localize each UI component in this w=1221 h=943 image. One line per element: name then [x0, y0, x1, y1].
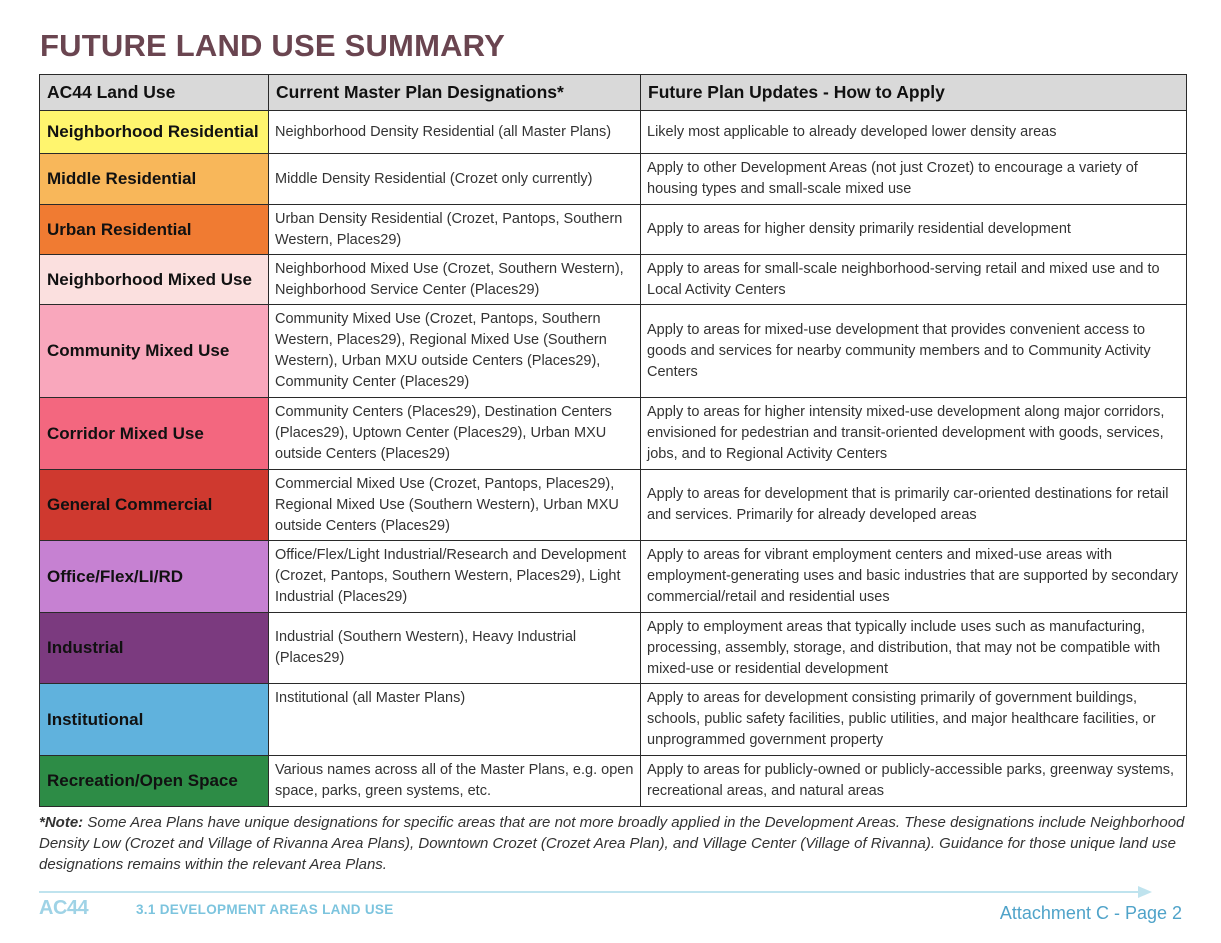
table-row	[40, 756, 1187, 807]
header-land-use: AC44 Land Use	[40, 75, 269, 111]
land-use-cell: Office/Flex/LI/RD	[40, 541, 269, 613]
future-update-cell: Apply to areas for publicly-owned or publicly-accessible parks, greenway systems, recreational areas, and natural areas	[641, 756, 1187, 807]
current-designation-cell: Community Mixed Use (Crozet, Pantops, Southern Western, Places29), Regional Mixed Use (Southern Western), Urban MXU outside Centers (Places29), Community Center (Places29)	[269, 305, 641, 398]
future-update-cell: Apply to other Development Areas (not just Crozet) to encourage a variety of housing types and small-scale mixed use	[641, 154, 1187, 205]
land-use-cell: General Commercial	[40, 470, 269, 541]
header-current-designations: Current Master Plan Designations*	[269, 75, 641, 111]
future-update-cell: Apply to areas for development that is primarily car-oriented destinations for retail and services. Primarily for already developed areas	[641, 470, 1187, 541]
table-row	[40, 111, 1187, 154]
future-update-cell: Apply to areas for higher density primarily residential development	[641, 205, 1187, 255]
land-use-cell: Recreation/Open Space	[40, 756, 269, 807]
future-update-cell: Apply to areas for vibrant employment centers and mixed-use areas with employment-generating uses and basic industries that are supported by secondary commercial/retail and residential uses	[641, 541, 1187, 613]
current-designation-cell: Office/Flex/Light Industrial/Research and Development (Crozet, Pantops, Southern Western, Places29), Light Industrial (Places29)	[269, 541, 641, 613]
table-row	[40, 684, 1187, 756]
current-designation-cell: Industrial (Southern Western), Heavy Industrial (Places29)	[269, 613, 641, 684]
future-update-cell: Apply to areas for small-scale neighborhood-serving retail and mixed use and to Local Activity Centers	[641, 255, 1187, 305]
land-use-cell: Corridor Mixed Use	[40, 398, 269, 470]
land-use-cell: Industrial	[40, 613, 269, 684]
current-designation-cell: Neighborhood Mixed Use (Crozet, Southern Western), Neighborhood Service Center (Places29)	[269, 255, 641, 305]
current-designation-cell: Urban Density Residential (Crozet, Pantops, Southern Western, Places29)	[269, 205, 641, 255]
land-use-cell: Neighborhood Mixed Use	[40, 255, 269, 305]
current-designation-cell: Middle Density Residential (Crozet only currently)	[269, 154, 641, 205]
current-designation-cell: Various names across all of the Master Plans, e.g. open space, parks, green systems, etc.	[269, 756, 641, 807]
footnote-label: *Note:	[39, 814, 84, 831]
section-label: 3.1 DEVELOPMENT AREAS LAND USE	[136, 902, 394, 917]
table-row	[40, 154, 1187, 205]
table-row	[40, 305, 1187, 398]
future-update-cell: Apply to areas for higher intensity mixed-use development along major corridors, envisioned for pedestrian and transit-oriented development with goods, services, jobs, and to Regional Activity Centers	[641, 398, 1187, 470]
future-update-cell: Likely most applicable to already developed lower density areas	[641, 111, 1187, 154]
future-update-cell: Apply to employment areas that typically include uses such as manufacturing, processing, assembly, storage, and distribution, that may not be compatible with mixed-use or residential development	[641, 613, 1187, 684]
footer-rule	[39, 891, 1144, 893]
table-row	[40, 205, 1187, 255]
current-designation-cell: Institutional (all Master Plans)	[269, 684, 641, 756]
table-body	[40, 111, 1187, 807]
ac44-logo: AC44	[39, 897, 89, 919]
table-row	[40, 541, 1187, 613]
table-row	[40, 470, 1187, 541]
footer-arrow-icon	[1138, 886, 1152, 898]
land-use-cell: Community Mixed Use	[40, 305, 269, 398]
future-update-cell: Apply to areas for development consisting primarily of government buildings, schools, public safety facilities, public utilities, and major healthcare facilities, or unprogrammed government property	[641, 684, 1187, 756]
land-use-cell: Neighborhood Residential	[40, 111, 269, 154]
land-use-cell: Urban Residential	[40, 205, 269, 255]
current-designation-cell: Commercial Mixed Use (Crozet, Pantops, Places29), Regional Mixed Use (Southern Western), Urban MXU outside Centers (Places29)	[269, 470, 641, 541]
page-title: FUTURE LAND USE SUMMARY	[40, 28, 505, 63]
current-designation-cell: Community Centers (Places29), Destination Centers (Places29), Uptown Center (Places29), Urban MXU outside Centers (Places29)	[269, 398, 641, 470]
footnote-text: Some Area Plans have unique designations for specific areas that are not more broadly applied in the Development Areas. These designations include Neighborhood Density Low (Crozet and Village of Rivanna Area Plans), Downtown Crozet (Crozet Area Plan), and Village Center (Village of Rivanna). Guidance for those unique land use designations remains within the relevant Area Plans.	[39, 814, 1185, 873]
land-use-cell: Middle Residential	[40, 154, 269, 205]
land-use-table	[39, 74, 1187, 807]
current-designation-cell: Neighborhood Density Residential (all Master Plans)	[269, 111, 641, 154]
future-update-cell: Apply to areas for mixed-use development that provides convenient access to goods and services for nearby community members and to Community Activity Centers	[641, 305, 1187, 398]
table-row	[40, 613, 1187, 684]
table-row	[40, 255, 1187, 305]
header-future-updates: Future Plan Updates - How to Apply	[641, 75, 1187, 111]
table-row	[40, 398, 1187, 470]
attachment-page-label: Attachment C - Page 2	[999, 903, 1182, 923]
footnote	[39, 812, 1189, 875]
table-header-row	[40, 75, 1187, 111]
land-use-cell: Institutional	[40, 684, 269, 756]
